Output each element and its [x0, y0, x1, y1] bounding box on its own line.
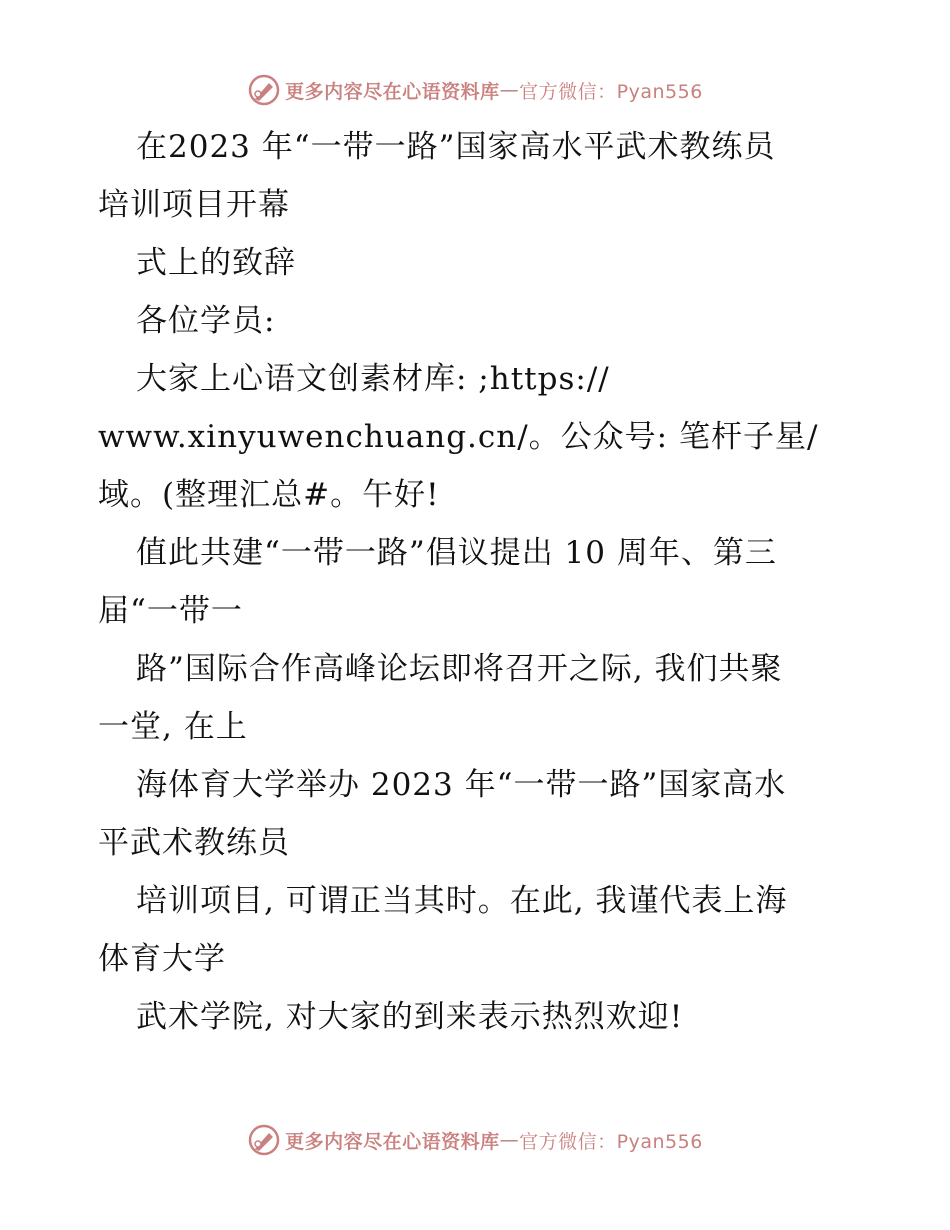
- watermark-wechat-text: 官方微信：Pyan556: [519, 1130, 703, 1153]
- text-line: 平武术教练员: [98, 825, 290, 861]
- text-line: 海体育大学举办 2023 年“一带一路”国家高水: [136, 767, 787, 803]
- text-line: www.xinyuwenchuang.cn/。公众号: 笔杆子星/: [98, 419, 819, 455]
- text-line: 式上的致辞: [136, 245, 296, 281]
- watermark-brand-text: 更多内容尽在心语资料库: [285, 1130, 500, 1153]
- text-line: 各位学员:: [136, 303, 276, 339]
- text-line: 一堂, 在上: [98, 709, 248, 745]
- text-line: 武术学院, 对大家的到来表示热烈欢迎!: [136, 999, 684, 1035]
- text-line: 值此共建“一带一路”倡议提出 10 周年、第三: [136, 535, 777, 571]
- text-line: 体育大学: [98, 941, 226, 977]
- text-line: 培训项目, 可谓正当其时。在此, 我谨代表上海: [136, 883, 788, 919]
- text-line: 在2023 年“一带一路”国家高水平武术教练员: [136, 129, 776, 165]
- watermark-brand-text: 更多内容尽在心语资料库: [285, 80, 500, 103]
- text-line: 届“一带一: [98, 593, 243, 629]
- text-line: 域。(整理汇总#。午好!: [98, 477, 440, 513]
- footer-watermark: [0, 1120, 950, 1160]
- header-watermark: [0, 70, 950, 110]
- text-line: 大家上心语文创素材库: ;https://: [136, 361, 610, 397]
- text-line: 路”国际合作高峰论坛即将召开之际, 我们共聚: [136, 651, 783, 687]
- document-body: [98, 118, 858, 1046]
- text-line: 培训项目开幕: [98, 187, 290, 223]
- pen-logo-icon: [247, 73, 281, 107]
- watermark-dash: —: [499, 79, 520, 101]
- watermark-dash: —: [499, 1129, 520, 1151]
- pen-logo-icon: [247, 1123, 281, 1157]
- watermark-wechat-text: 官方微信：Pyan556: [519, 80, 703, 103]
